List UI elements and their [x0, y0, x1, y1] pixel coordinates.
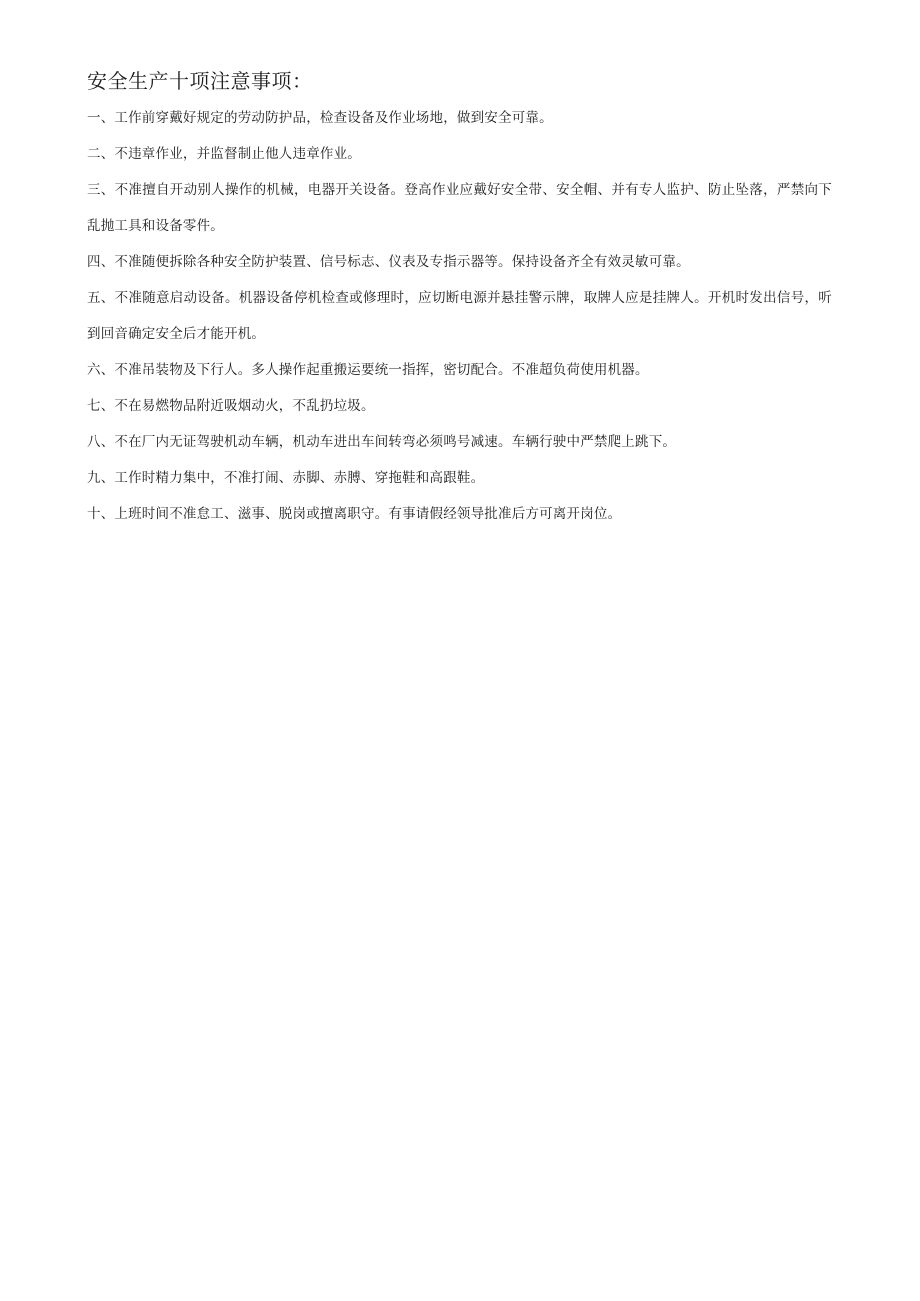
rule-item-5: 五、不准随意启动设备。机器设备停机检查或修理时，应切断电源并悬挂警示牌，取牌人应是挂牌人。开机时发出信号，听到回音确定安全后才能开机。	[87, 290, 832, 342]
rule-list	[87, 100, 832, 532]
rule-item-2: 二、不违章作业，并监督制止他人违章作业。	[87, 146, 361, 162]
rule-item-4: 四、不准随便拆除各种安全防护装置、信号标志、仪表及专指示器等。保持设备齐全有效灵敏可靠。	[87, 254, 690, 270]
rule-item-1: 一、工作前穿戴好规定的劳动防护品，检查设备及作业场地，做到安全可靠。	[87, 110, 553, 126]
rule-item-9: 九、工作时精力集中，不准打闹、赤脚、赤膊、穿拖鞋和高跟鞋。	[87, 470, 485, 486]
rule-item-7: 七、不在易燃物品附近吸烟动火，不乱扔垃圾。	[87, 398, 375, 414]
document-title: 安全生产十项注意事项：	[87, 69, 313, 93]
document-page	[87, 66, 832, 532]
rule-item-6: 六、不准吊装物及下行人。多人操作起重搬运要统一指挥，密切配合。不准超负荷使用机器。	[87, 362, 649, 378]
rule-item-10: 十、上班时间不准怠工、滋事、脱岗或擅离职守。有事请假经领导批准后方可离开岗位。	[87, 506, 622, 522]
rule-item-8: 八、不在厂内无证驾驶机动车辆，机动车进出车间转弯必须鸣号减速。车辆行驶中严禁爬上跳下。	[87, 434, 677, 450]
rule-item-3: 三、不准擅自开动别人操作的机械，电器开关设备。登高作业应戴好安全带、安全帽、并有专人监护、防止坠落，严禁向下乱抛工具和设备零件。	[87, 182, 832, 234]
